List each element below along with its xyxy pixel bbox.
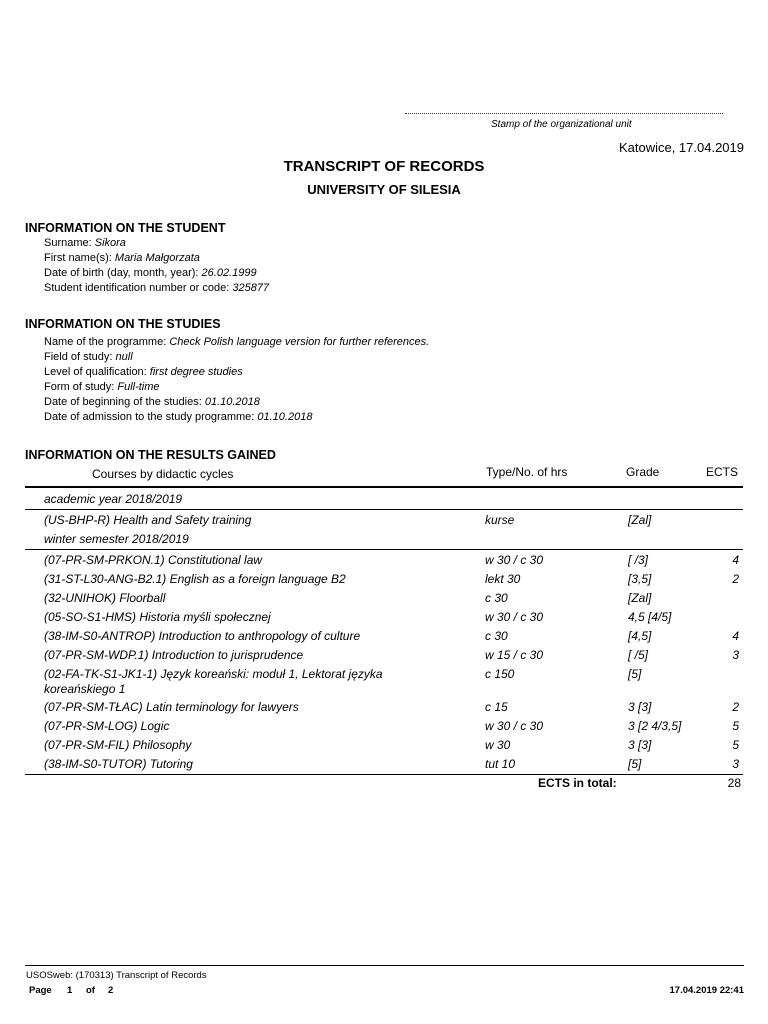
studies-section-heading: INFORMATION ON THE STUDIES — [25, 317, 221, 331]
column-header-type: Type/No. of hrs — [486, 465, 568, 479]
course-ects: 3 — [732, 648, 739, 662]
course-name: (07-PR-SM-FIL) Philosophy — [44, 738, 192, 752]
footer-source: USOSweb: (170313) Transcript of Records — [26, 970, 207, 981]
course-grade: [5] — [628, 667, 642, 681]
field-label: Surname: — [44, 237, 95, 249]
course-grade: [3,5] — [628, 572, 652, 586]
field-value: 01.10.2018 — [257, 411, 313, 423]
course-type-hours: c 15 — [485, 700, 508, 714]
student-surname — [44, 237, 126, 249]
course-grade: [5] — [628, 757, 642, 771]
course-name: (05-SO-S1-HMS) Historia myśli społecznej — [44, 610, 271, 624]
course-grade: [4,5] — [628, 629, 652, 643]
field-value: Maria Małgorzata — [114, 252, 200, 264]
field-value: Full-time — [117, 381, 160, 393]
page-number: 1 — [67, 985, 73, 996]
course-type-hours: kurse — [485, 513, 515, 527]
student-first-names — [44, 252, 200, 264]
field-value: 325877 — [232, 282, 270, 294]
course-grade: 3 [2 4/3,5] — [628, 719, 682, 733]
field-label: Date of birth (day, month, year): — [44, 267, 202, 279]
field-value: 01.10.2018 — [204, 396, 260, 408]
programme-name — [44, 336, 429, 348]
page-word: Page — [29, 985, 52, 996]
stamp-caption: Stamp of the organizational unit — [491, 119, 632, 130]
column-header-ects: ECTS — [706, 465, 739, 479]
academic-year-label: academic year 2018/2019 — [44, 492, 183, 506]
course-name: (07-PR-SM-PRKON.1) Constitutional law — [44, 553, 263, 567]
course-name: (02-FA-TK-S1-JK1-1) Język koreański: moduł 1, Lektorat języka koreańskiego 1 — [44, 667, 383, 696]
course-grade: 4,5 [4/5] — [628, 610, 672, 624]
page-indicator — [29, 985, 113, 996]
student-id-number — [44, 282, 269, 294]
date-of-admission — [44, 411, 312, 423]
field-label: Level of qualification: — [44, 366, 150, 378]
course-name: (38-IM-S0-ANTROP) Introduction to anthropology of culture — [44, 629, 361, 643]
results-section-heading: INFORMATION ON THE RESULTS GAINED — [25, 448, 276, 462]
footer-timestamp: 17.04.2019 22:41 — [669, 985, 744, 996]
page-total: 2 — [108, 985, 114, 996]
field-label: Student identification number or code: — [44, 282, 233, 294]
course-type-hours: w 30 / c 30 — [485, 553, 544, 567]
student-date-of-birth — [44, 267, 257, 279]
field-label: Form of study: — [44, 381, 118, 393]
course-grade: [ /3] — [628, 553, 649, 567]
course-type-hours: c 30 — [485, 591, 508, 605]
course-ects: 2 — [732, 700, 739, 714]
course-type-hours: w 15 / c 30 — [485, 648, 544, 662]
column-header-course: Courses by didactic cycles — [92, 467, 234, 481]
level-of-qualification — [44, 366, 243, 378]
course-grade: [ /5] — [628, 648, 649, 662]
course-type-hours: w 30 — [485, 738, 511, 752]
course-type-hours: c 30 — [485, 629, 508, 643]
course-name: (38-IM-S0-TUTOR) Tutoring — [44, 757, 193, 771]
footer-rule — [25, 965, 744, 966]
table-header-rule — [25, 486, 743, 488]
course-name: (07-PR-SM-LOG) Logic — [44, 719, 170, 733]
course-ects: 5 — [732, 719, 739, 733]
field-label: Name of the programme: — [44, 336, 170, 348]
field-label: Date of admission to the study programme: — [44, 411, 258, 423]
field-label: Field of study: — [44, 351, 116, 363]
document-title: TRANSCRIPT OF RECORDS — [283, 158, 485, 175]
field-value: null — [115, 351, 133, 363]
course-grade: [Zal] — [628, 513, 652, 527]
course-name: (07-PR-SM-WDP.1) Introduction to jurisprudence — [44, 648, 304, 662]
of-word: of — [86, 985, 95, 996]
course-type-hours: lekt 30 — [485, 572, 521, 586]
course-type-hours: w 30 / c 30 — [485, 719, 544, 733]
course-name: (31-ST-L30-ANG-B2.1) English as a foreign language B2 — [44, 572, 346, 586]
field-value: Sikora — [94, 237, 126, 249]
form-of-study — [44, 381, 160, 393]
student-section-heading: INFORMATION ON THE STUDENT — [25, 221, 226, 235]
course-type-hours: c 150 — [485, 667, 515, 681]
course-grade: [Zal] — [628, 591, 652, 605]
ects-total-value: 28 — [727, 776, 741, 790]
cycle-rule — [25, 549, 743, 550]
course-grade: 3 [3] — [628, 738, 652, 752]
field-label: Date of beginning of the studies: — [44, 396, 205, 408]
date-of-beginning — [44, 396, 260, 408]
semester-label: winter semester 2018/2019 — [44, 532, 189, 546]
course-grade: 3 [3] — [628, 700, 652, 714]
course-name: (07-PR-SM-TŁAC) Latin terminology for lawyers — [44, 700, 299, 714]
university-name: UNIVERSITY OF SILESIA — [307, 182, 461, 197]
table-bottom-rule — [25, 774, 743, 775]
course-ects: 3 — [732, 757, 739, 771]
field-of-study — [44, 351, 133, 363]
column-header-grade: Grade — [626, 465, 660, 479]
course-type-hours: w 30 / c 30 — [485, 610, 544, 624]
course-type-hours: tut 10 — [485, 757, 516, 771]
course-name: (US-BHP-R) Health and Safety training — [44, 513, 252, 527]
ects-total-label: ECTS in total: — [538, 776, 617, 790]
stamp-line — [405, 113, 723, 114]
field-label: First name(s): — [44, 252, 115, 264]
field-value: first degree studies — [149, 366, 243, 378]
field-value: 26.02.1999 — [201, 267, 257, 279]
field-value: Check Polish language version for further references. — [169, 336, 430, 348]
course-name: (32-UNIHOK) Floorball — [44, 591, 166, 605]
course-ects: 2 — [732, 572, 739, 586]
place-date: Katowice, 17.04.2019 — [618, 140, 744, 155]
course-ects: 4 — [732, 629, 739, 643]
course-ects: 5 — [732, 738, 739, 752]
cycle-rule — [25, 509, 743, 510]
course-ects: 4 — [732, 553, 739, 567]
